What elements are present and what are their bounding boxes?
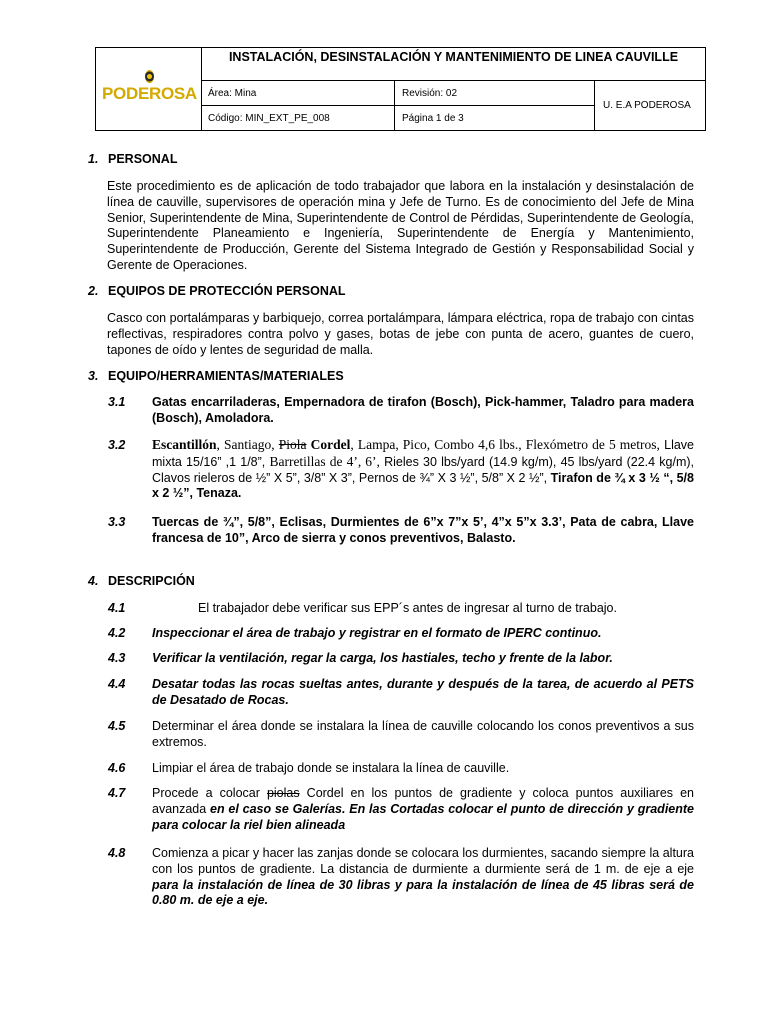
page-number-field: Página 1 de 3 (395, 106, 595, 130)
item-text: Limpiar el área de trabajo donde se instalara la línea de cauville. (152, 761, 510, 775)
text-run: Llave mixta 15/16” ,1 1/8”, (152, 438, 695, 469)
strikethrough-text: Piola (278, 437, 307, 452)
section-heading-description (88, 574, 195, 588)
section-epp-text: Casco con portalámparas y barbiquejo, correa portalámpara, lámpara eléctrica, ropa de trabajo con cintas reflectivas, respiradores contra polvo y gases, botas de jebe con punta de acero, guantes de cuero, tapones de oído y lentes de seguridad de malla. (107, 311, 694, 357)
item-text: Inspeccionar el área de trabajo y registrar en el formato de IPERC continuo. (152, 626, 602, 640)
unit-field: U. E.A PODEROSA (603, 100, 691, 111)
text-run: Comienza a picar y hacer las zanjas donde se colocara los durmientes, sacando siempre la altura con los puntos de gradiente. La distancia de durmiente a durmiente será de 1 m. de eje a eje (152, 846, 694, 876)
section-title: PERSONAL (108, 152, 178, 166)
logo-cell (96, 48, 202, 130)
text-run: Cordel (306, 437, 351, 452)
text-run: Barretillas de 4’, 6’, (269, 453, 380, 469)
item-text: El trabajador debe verificar sus EPP´s antes de ingresar al turno de trabajo. (198, 601, 617, 615)
header-table (95, 47, 706, 131)
item-number: 3.3 (108, 515, 126, 529)
item-text (152, 786, 694, 833)
poderosa-logo (102, 70, 196, 104)
item-number: 3.2 (108, 438, 126, 452)
item-text: Gatas encarriladeras, Empernadora de tirafon (Bosch), Pick-hammer, Taladro para madera (Bosch), Amoladora. (152, 395, 694, 425)
strikethrough-text: piolas (266, 786, 300, 800)
text-run: Tirafon de ¾ x 3 ½ “, 5/8 x 2 ½”, Tenaza. (152, 470, 694, 501)
item-number: 4.1 (108, 601, 126, 615)
item-number: 4.6 (108, 761, 126, 775)
item-text (152, 437, 694, 502)
section-heading-personal (88, 152, 177, 166)
item-number: 4.8 (108, 846, 126, 860)
logo-mark-icon (145, 70, 154, 83)
item-number: 3.1 (108, 395, 126, 409)
section-personal-text: Este procedimiento es de aplicación de todo trabajador que labora en la instalación y desinstalación de línea de cauville, supervisores de operación mina y Jefe de Turno. Es de conocimiento del Jefe de Mina Senior, Superintendente de Mina, Superintendente de Control de Pérdidas, Superintendente de Geología, Superintendente Planeamiento e Ingeniería, Superintendente de Energía y Mantenimiento, Superintendente de Producción, Gerente del Sistema Integrado de Gestión y Responsabilidad Social y Gerente de Operaciones. (107, 179, 694, 272)
section-heading-equipment (88, 369, 344, 383)
item-text: Verificar la ventilación, regar la carga, los hastiales, techo y frente de la labor. (152, 651, 613, 665)
item-number: 4.4 (108, 677, 126, 691)
text-run: Escantillón (152, 437, 217, 452)
code-field: Código: MIN_EXT_PE_008 (202, 106, 395, 130)
item-number: 4.2 (108, 626, 126, 640)
text-run: en el caso se Galerías. En las Cortadas colocar el punto de dirección y gradiente para colocar la riel bien alineada (152, 801, 694, 832)
item-number: 4.5 (108, 719, 126, 733)
section-number: 2. (88, 284, 99, 298)
text-run: Cordel en los puntos de gradiente y coloca puntos auxiliares en avanzada (152, 786, 694, 816)
item-number: 4.7 (108, 786, 126, 800)
text-run: , Lampa, Pico, Combo 4,6 lbs., Flexómetro de 5 metros, (350, 437, 660, 452)
text-run: Rieles 30 lbs/yard (14.9 kg/m), 45 lbs/yard (22.4 kg/m), Clavos rieleros de ½” X 5”, 3/8” X 3”, Pernos de ¾” X 3 ½”, 5/8” X 2 ½”, (152, 454, 694, 485)
document-title: INSTALACIÓN, DESINSTALACIÓN Y MANTENIMIENTO DE LINEA CAUVILLE (202, 48, 705, 81)
section-title: DESCRIPCIÓN (108, 574, 195, 588)
item-text: Desatar todas las rocas sueltas antes, durante y después de la tarea, de acuerdo al PETS de Desatado de Rocas. (152, 677, 694, 707)
section-title: EQUIPO/HERRAMIENTAS/MATERIALES (108, 369, 344, 383)
logo-text: PODEROSA (102, 84, 197, 103)
section-title: EQUIPOS DE PROTECCIÓN PERSONAL (108, 284, 346, 298)
item-text: Determinar el área donde se instalara la línea de cauville colocando los conos preventivos a sus extremos. (152, 719, 694, 749)
area-field: Área: Mina (202, 81, 395, 106)
text-run: , Santiago, (216, 437, 279, 452)
item-text (152, 846, 694, 909)
section-number: 3. (88, 369, 99, 383)
text-run: para la instalación de línea de 30 libras y para la instalación de línea de 45 libras será de 0.80 m. de eje a eje. (152, 877, 694, 908)
item-number: 4.3 (108, 651, 126, 665)
section-number: 4. (88, 574, 99, 588)
section-number: 1. (88, 152, 99, 166)
revision-field: Revisión: 02 (395, 81, 595, 106)
item-text: Tuercas de ¾”, 5/8”, Eclisas, Durmientes de 6”x 7”x 5’, 4”x 5”x 3.3’, Pata de cabra, Llave francesa de 10”, Arco de sierra y conos preventivos, Balasto. (152, 515, 694, 545)
text-run: Procede a colocar (152, 786, 267, 800)
section-heading-epp (88, 284, 346, 298)
